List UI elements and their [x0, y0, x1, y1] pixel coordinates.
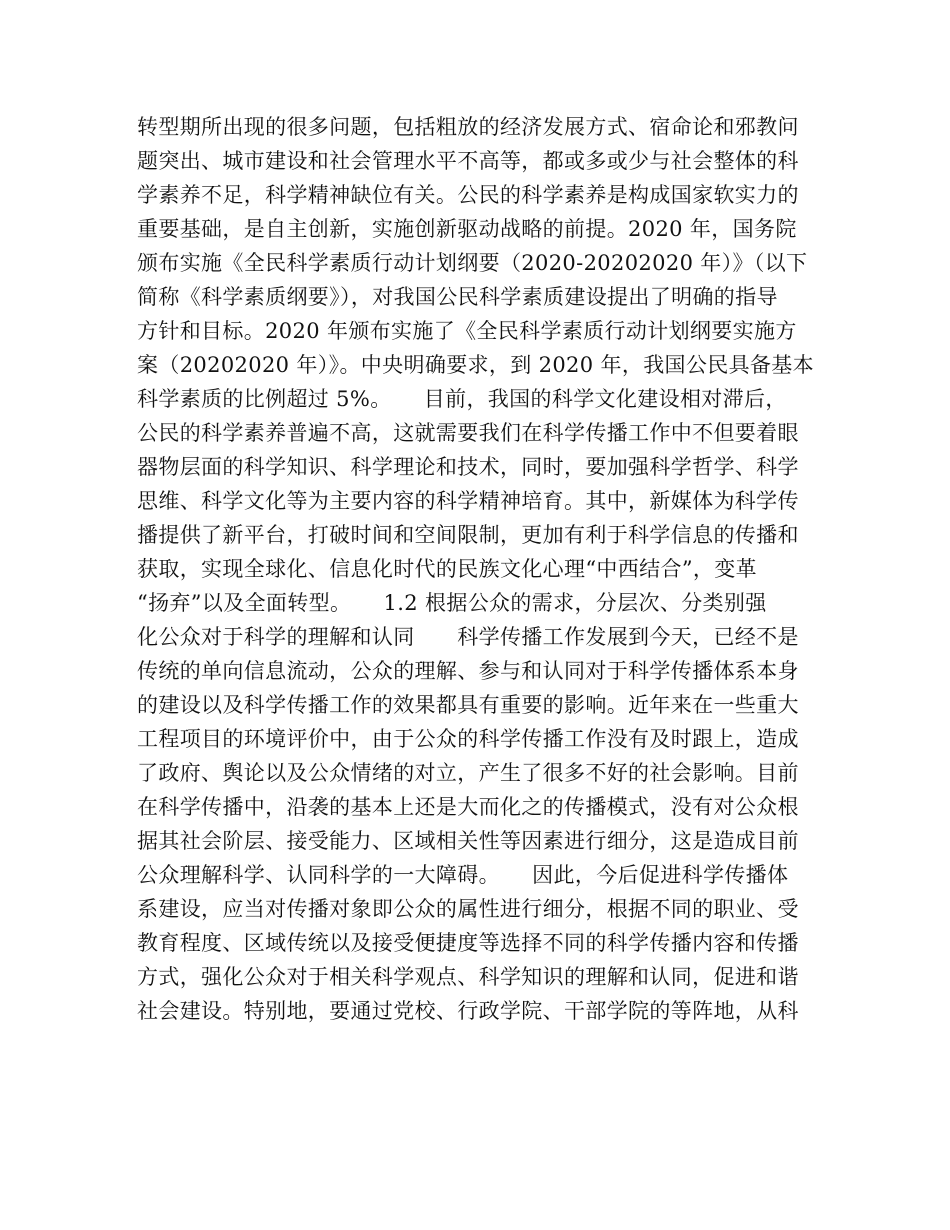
- text-line: 公众理解科学、认同科学的一大障碍。 因此，今后促进科学传播体: [137, 863, 789, 887]
- text-line: 题突出、城市建设和社会管理水平不高等，都或多或少与社会整体的科: [137, 149, 799, 173]
- text-line: 的建设以及科学传播工作的效果都具有重要的影响。近年来在一些重大: [137, 693, 799, 717]
- text-line: 案（20202020 年）》。中央明确要求，到 2020 年，我国公民具备基本: [137, 353, 815, 377]
- text-line: 简称《科学素质纲要》），对我国公民科学素质建设提出了明确的指导: [137, 285, 778, 309]
- text-line: 据其社会阶层、接受能力、区域相关性等因素进行细分，这是造成目前: [137, 829, 799, 853]
- text-line: 思维、科学文化等为主要内容的科学精神培育。其中，新媒体为科学传: [137, 489, 799, 513]
- text-line: 方式，强化公众对于相关科学观点、科学知识的理解和认同，促进和谐: [137, 965, 799, 989]
- text-line: 化公众对于科学的理解和认同 科学传播工作发展到今天，已经不是: [137, 625, 799, 649]
- text-line: 重要基础，是自主创新，实施创新驱动战略的前提。2020 年，国务院: [137, 217, 797, 241]
- text-line: 播提供了新平台，打破时间和空间限制，更加有利于科学信息的传播和: [137, 523, 799, 547]
- text-line: 了政府、舆论以及公众情绪的对立，产生了很多不好的社会影响。目前: [137, 761, 799, 785]
- text-line: 社会建设。特别地，要通过党校、行政学院、干部学院的等阵地，从科: [137, 999, 799, 1023]
- body-text: [137, 110, 817, 1028]
- text-line: 传统的单向信息流动，公众的理解、参与和认同对于科学传播体系本身: [137, 659, 799, 683]
- text-line: 颁布实施《全民科学素质行动计划纲要（2020-20202020 年）》（以下: [137, 251, 808, 275]
- text-line: 获取，实现全球化、信息化时代的民族文化心理“中西结合”，变革: [137, 557, 757, 581]
- text-line: 在科学传播中，沿袭的基本上还是大而化之的传播模式，没有对公众根: [137, 795, 799, 819]
- text-line: 转型期所出现的很多问题，包括粗放的经济发展方式、宿命论和邪教问: [137, 115, 799, 139]
- text-line: 学素养不足，科学精神缺位有关。公民的科学素养是构成国家软实力的: [137, 183, 799, 207]
- text-line: “扬弃”以及全面转型。 1.2 根据公众的需求，分层次、分类别强: [137, 591, 767, 615]
- text-line: 器物层面的科学知识、科学理论和技术，同时，要加强科学哲学、科学: [137, 455, 799, 479]
- text-line: 方针和目标。2020 年颁布实施了《全民科学素质行动计划纲要实施方: [137, 319, 797, 343]
- text-line: 公民的科学素养普遍不高，这就需要我们在科学传播工作中不但要着眼: [137, 421, 799, 445]
- text-line: 系建设，应当对传播对象即公众的属性进行细分，根据不同的职业、受: [137, 897, 799, 921]
- text-line: 教育程度、区域传统以及接受便捷度等选择不同的科学传播内容和传播: [137, 931, 799, 955]
- text-line: 科学素质的比例超过 5%。 目前，我国的科学文化建设相对滞后，: [137, 387, 787, 411]
- text-line: 工程项目的环境评价中，由于公众的科学传播工作没有及时跟上，造成: [137, 727, 799, 751]
